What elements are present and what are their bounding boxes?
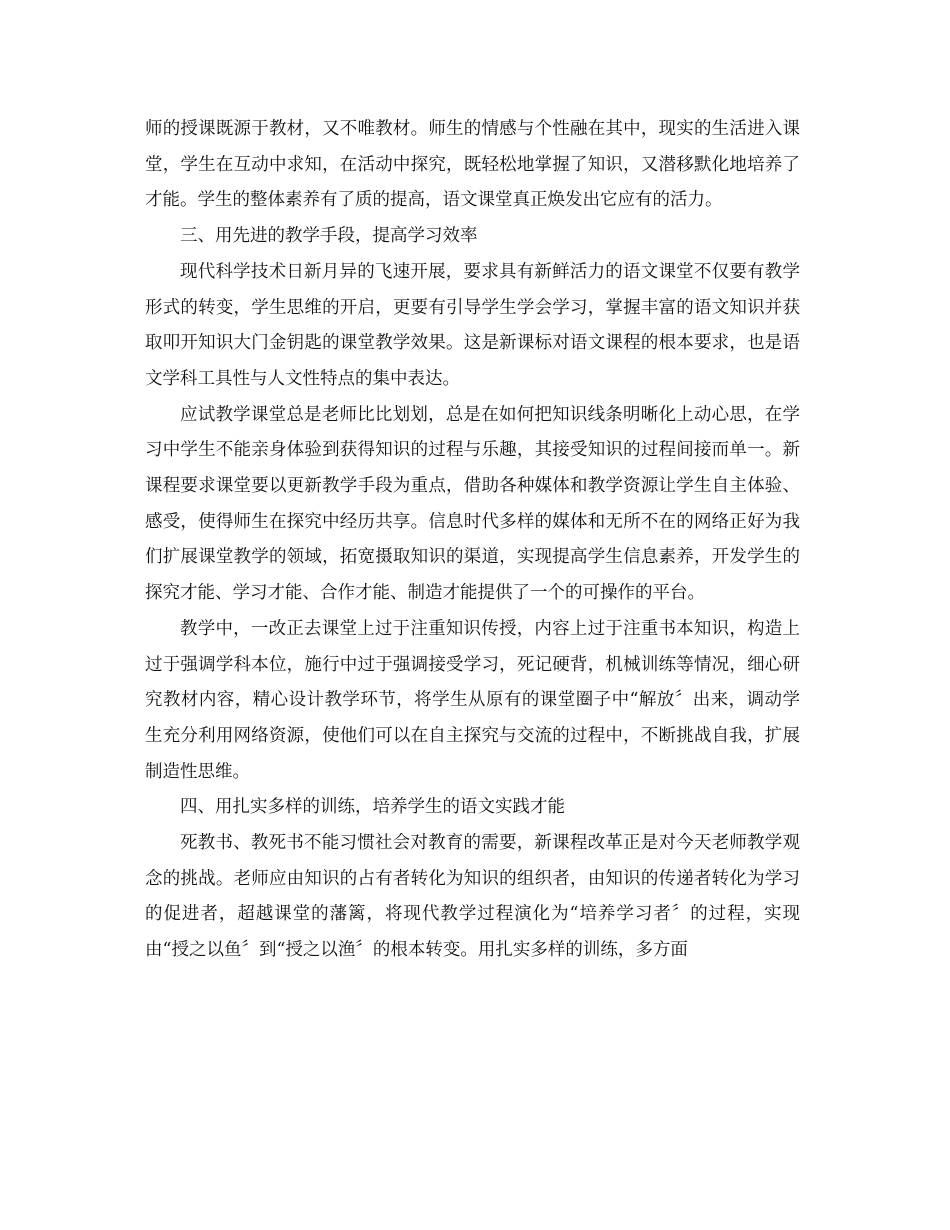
paragraph-tech-development: 现代科学技术日新月异的飞速开展，要求具有新鲜活力的语文课堂不仅要有教学形式的转变，学生思维的开启，更要有引导学生学会学习，掌握丰富的语文知识并获取叩开知识大门金钥匙的课堂教学效果。这是新课标对语文课程的根本要求，也是语文学科工具性与人文性特点的集中表达。 bbox=[145, 261, 800, 389]
section-heading-4: 四、用扎实多样的训练，培养学生的语文实践才能 bbox=[180, 797, 565, 818]
paragraph-teaching-concept: 死教书、教死书不能习惯社会对教育的需要，新课程改革正是对今天老师教学观念的挑战。老师应由知识的占有者转化为知识的组织者，由知识的传递者转化为学习的促进者，超越课堂的藩篱，将现代教学过程演化为“培养学习者〞的过程，实现由“授之以鱼〞到“授之以渔〞的根本转变。用扎实多样的训练，多方面 bbox=[145, 833, 800, 961]
document-page bbox=[145, 112, 800, 969]
section-heading-3: 三、用先进的教学手段，提高学习效率 bbox=[180, 226, 478, 247]
paragraph-continuation: 师的授课既源于教材，又不唯教材。师生的情感与个性融在其中，现实的生活进入课堂，学生在互动中求知，在活动中探究，既轻松地掌握了知识，又潜移默化地培养了才能。学生的整体素养有了质的提高，语文课堂真正焕发出它应有的活力。 bbox=[145, 119, 800, 211]
paragraph-teaching-reform: 教学中，一改正去课堂上过于注重知识传授，内容上过于注重书本知识，构造上过于强调学科本位，施行中过于强调接受学习，死记硬背，机械训练等情况，细心研究教材内容，精心设计教学环节，将学生从原有的课堂圈子中“解放〞出来，调动学生充分利用网络资源，使他们可以在自主探究与交流的过程中，不断挑战自我，扩展制造性思维。 bbox=[145, 618, 800, 782]
paragraph-exam-teaching: 应试教学课堂总是老师比比划划，总是在如何把知识线条明晰化上动心思，在学习中学生不能亲身体验到获得知识的过程与乐趣，其接受知识的过程间接而单一。新课程要求课堂要以更新教学手段为重点，借助各种媒体和教学资源让学生自主体验、感受，使得师生在探究中经历共享。信息时代多样的媒体和无所不在的网络正好为我们扩展课堂教学的领域，拓宽摄取知识的渠道，实现提高学生信息素养，开发学生的探究才能、学习才能、合作才能、制造才能提供了一个的可操作的平台。 bbox=[145, 404, 800, 604]
